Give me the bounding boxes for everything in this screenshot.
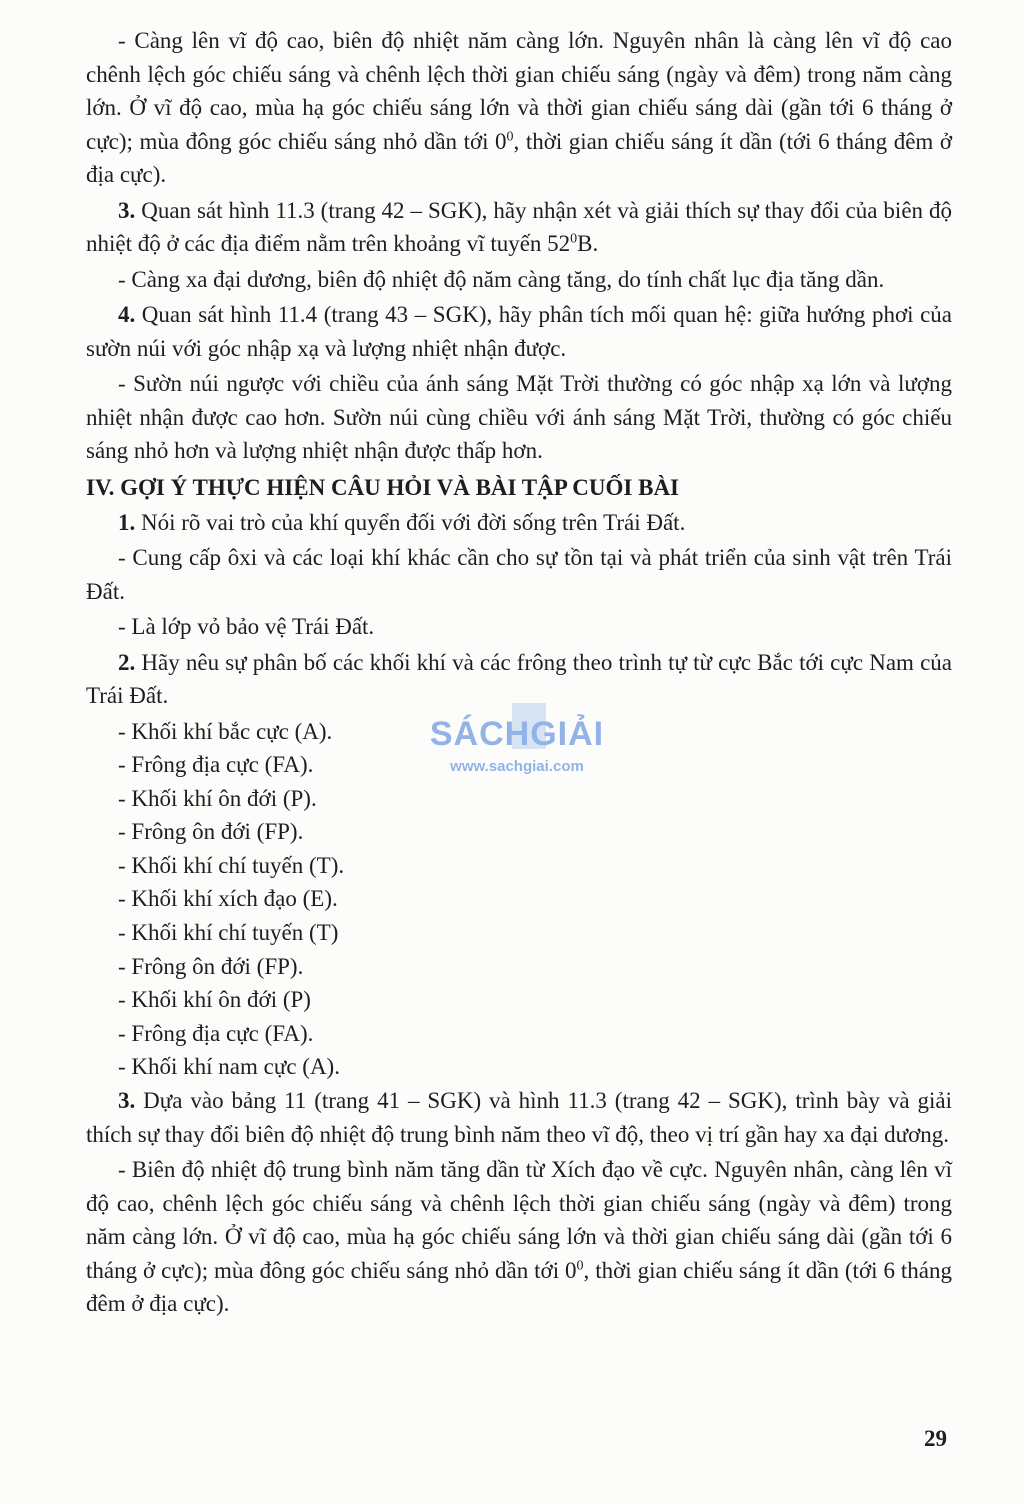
watermark-logo: SÁCHGIẢI bbox=[412, 715, 622, 754]
page-body bbox=[86, 24, 952, 1323]
list-item: - Khối khí ôn đới (P). bbox=[118, 785, 317, 811]
list-item: - Khối khí chí tuyến (T). bbox=[118, 852, 345, 878]
answer-3-ocean-distance: - Càng xa đại dương, biên độ nhiệt độ năm càng tăng, do tính chất lục địa tăng dần. bbox=[118, 266, 885, 292]
list-item: - Frông ôn đới (FP). bbox=[118, 953, 304, 979]
list-item: - Khối khí xích đạo (E). bbox=[118, 886, 338, 912]
final-answer-1-shield: - Là lớp vỏ bảo vệ Trái Đất. bbox=[118, 614, 375, 639]
question-4-fig-11-4: 4. Quan sát hình 11.4 (trang 43 – SGK), hãy phân tích mối quan hệ: giữa hướng phơi của sườn núi với góc nhập xạ và lượng nhiệt nhận được. bbox=[86, 302, 952, 361]
final-question-1: 1. Nói rõ vai trò của khí quyển đối với đời sống trên Trái Đất. bbox=[118, 509, 686, 535]
section-heading: IV. GỢI Ý THỰC HIỆN CÂU HỎI VÀ BÀI TẬP CUỐI BÀI bbox=[86, 474, 680, 500]
list-item: - Khối khí chí tuyến (T) bbox=[118, 920, 339, 946]
sachgiai-watermark bbox=[412, 715, 622, 775]
list-item: - Frông địa cực (FA). bbox=[118, 752, 314, 778]
answer-4-slope-aspect: - Sườn núi ngược với chiều của ánh sáng Mặt Trời thường có góc nhập xạ lớn và lượng nhiệt nhận được cao hơn. Sườn núi cùng chiều với ánh sáng Mặt Trời, thường có góc chiếu sáng nhỏ hơn và lượng nhiệt nhận được thấp hơn. bbox=[86, 371, 952, 463]
paragraph-latitude-amplitude: - Càng lên vĩ độ cao, biên độ nhiệt năm càng lớn. Nguyên nhân là càng lên vĩ độ cao chênh lệch góc chiếu sáng và chênh lệch thời gian chiếu sáng (ngày và đêm) trong năm càng lớn. Ở vĩ độ cao, mùa hạ góc chiếu sáng lớn và thời gian chiếu sáng dài (gần tới 6 tháng ở cực); mùa đông góc chiếu sáng nhỏ dần tới $0^0$, thời gian chiếu sáng ít dần (tới 6 tháng đêm ở địa cực). bbox=[86, 28, 952, 187]
final-question-2: 2. Hãy nêu sự phân bố các khối khí và các frông theo trình tự từ cực Bắc tới cực Nam của Trái Đất. bbox=[86, 649, 952, 708]
list-item: - Frông ôn đới (FP). bbox=[118, 819, 304, 845]
final-question-3: 3. Dựa vào bảng 11 (trang 41 – SGK) và hình 11.3 (trang 42 – SGK), trình bày và giải thích sự thay đổi biên độ nhiệt độ trung bình năm theo vĩ độ, theo vị trí gần hay xa đại dương. bbox=[86, 1088, 952, 1147]
page-number: 29 bbox=[924, 1426, 947, 1451]
watermark-logo-block bbox=[512, 703, 546, 749]
list-item: - Khối khí ôn đới (P) bbox=[118, 987, 311, 1013]
list-item: - Khối khí bắc cực (A). bbox=[118, 718, 333, 744]
final-answer-1-oxygen: - Cung cấp ôxi và các loại khí khác cần cho sự tồn tại và phát triển của sinh vật trên Trái Đất. bbox=[86, 545, 952, 604]
question-3-fig-11-3: 3. Quan sát hình 11.3 (trang 42 – SGK), hãy nhận xét và giải thích sự thay đổi của biên độ nhiệt độ ở các địa điểm nằm trên khoảng vĩ tuyến $52^0B$. bbox=[86, 197, 952, 256]
list-item: - Khối khí nam cực (A). bbox=[118, 1054, 340, 1080]
list-item: - Frông địa cực (FA). bbox=[118, 1020, 314, 1046]
final-answer-3: - Biên độ nhiệt độ trung bình năm tăng dần từ Xích đạo về cực. Nguyên nhân, càng lên vĩ độ cao, chênh lệch góc chiếu sáng và chênh lệch thời gian chiếu sáng (ngày và đêm) trong năm càng lớn. Ở vĩ độ cao, mùa hạ góc chiếu sáng lớn và thời gian chiếu sáng dài (gần tới 6 tháng ở cực); mùa đông góc chiếu sáng nhỏ dần tới $0^0$, thời gian chiếu sáng ít dần (tới 6 tháng đêm ở địa cực). bbox=[86, 1157, 952, 1317]
watermark-url: www.sachgiai.com bbox=[450, 758, 584, 775]
